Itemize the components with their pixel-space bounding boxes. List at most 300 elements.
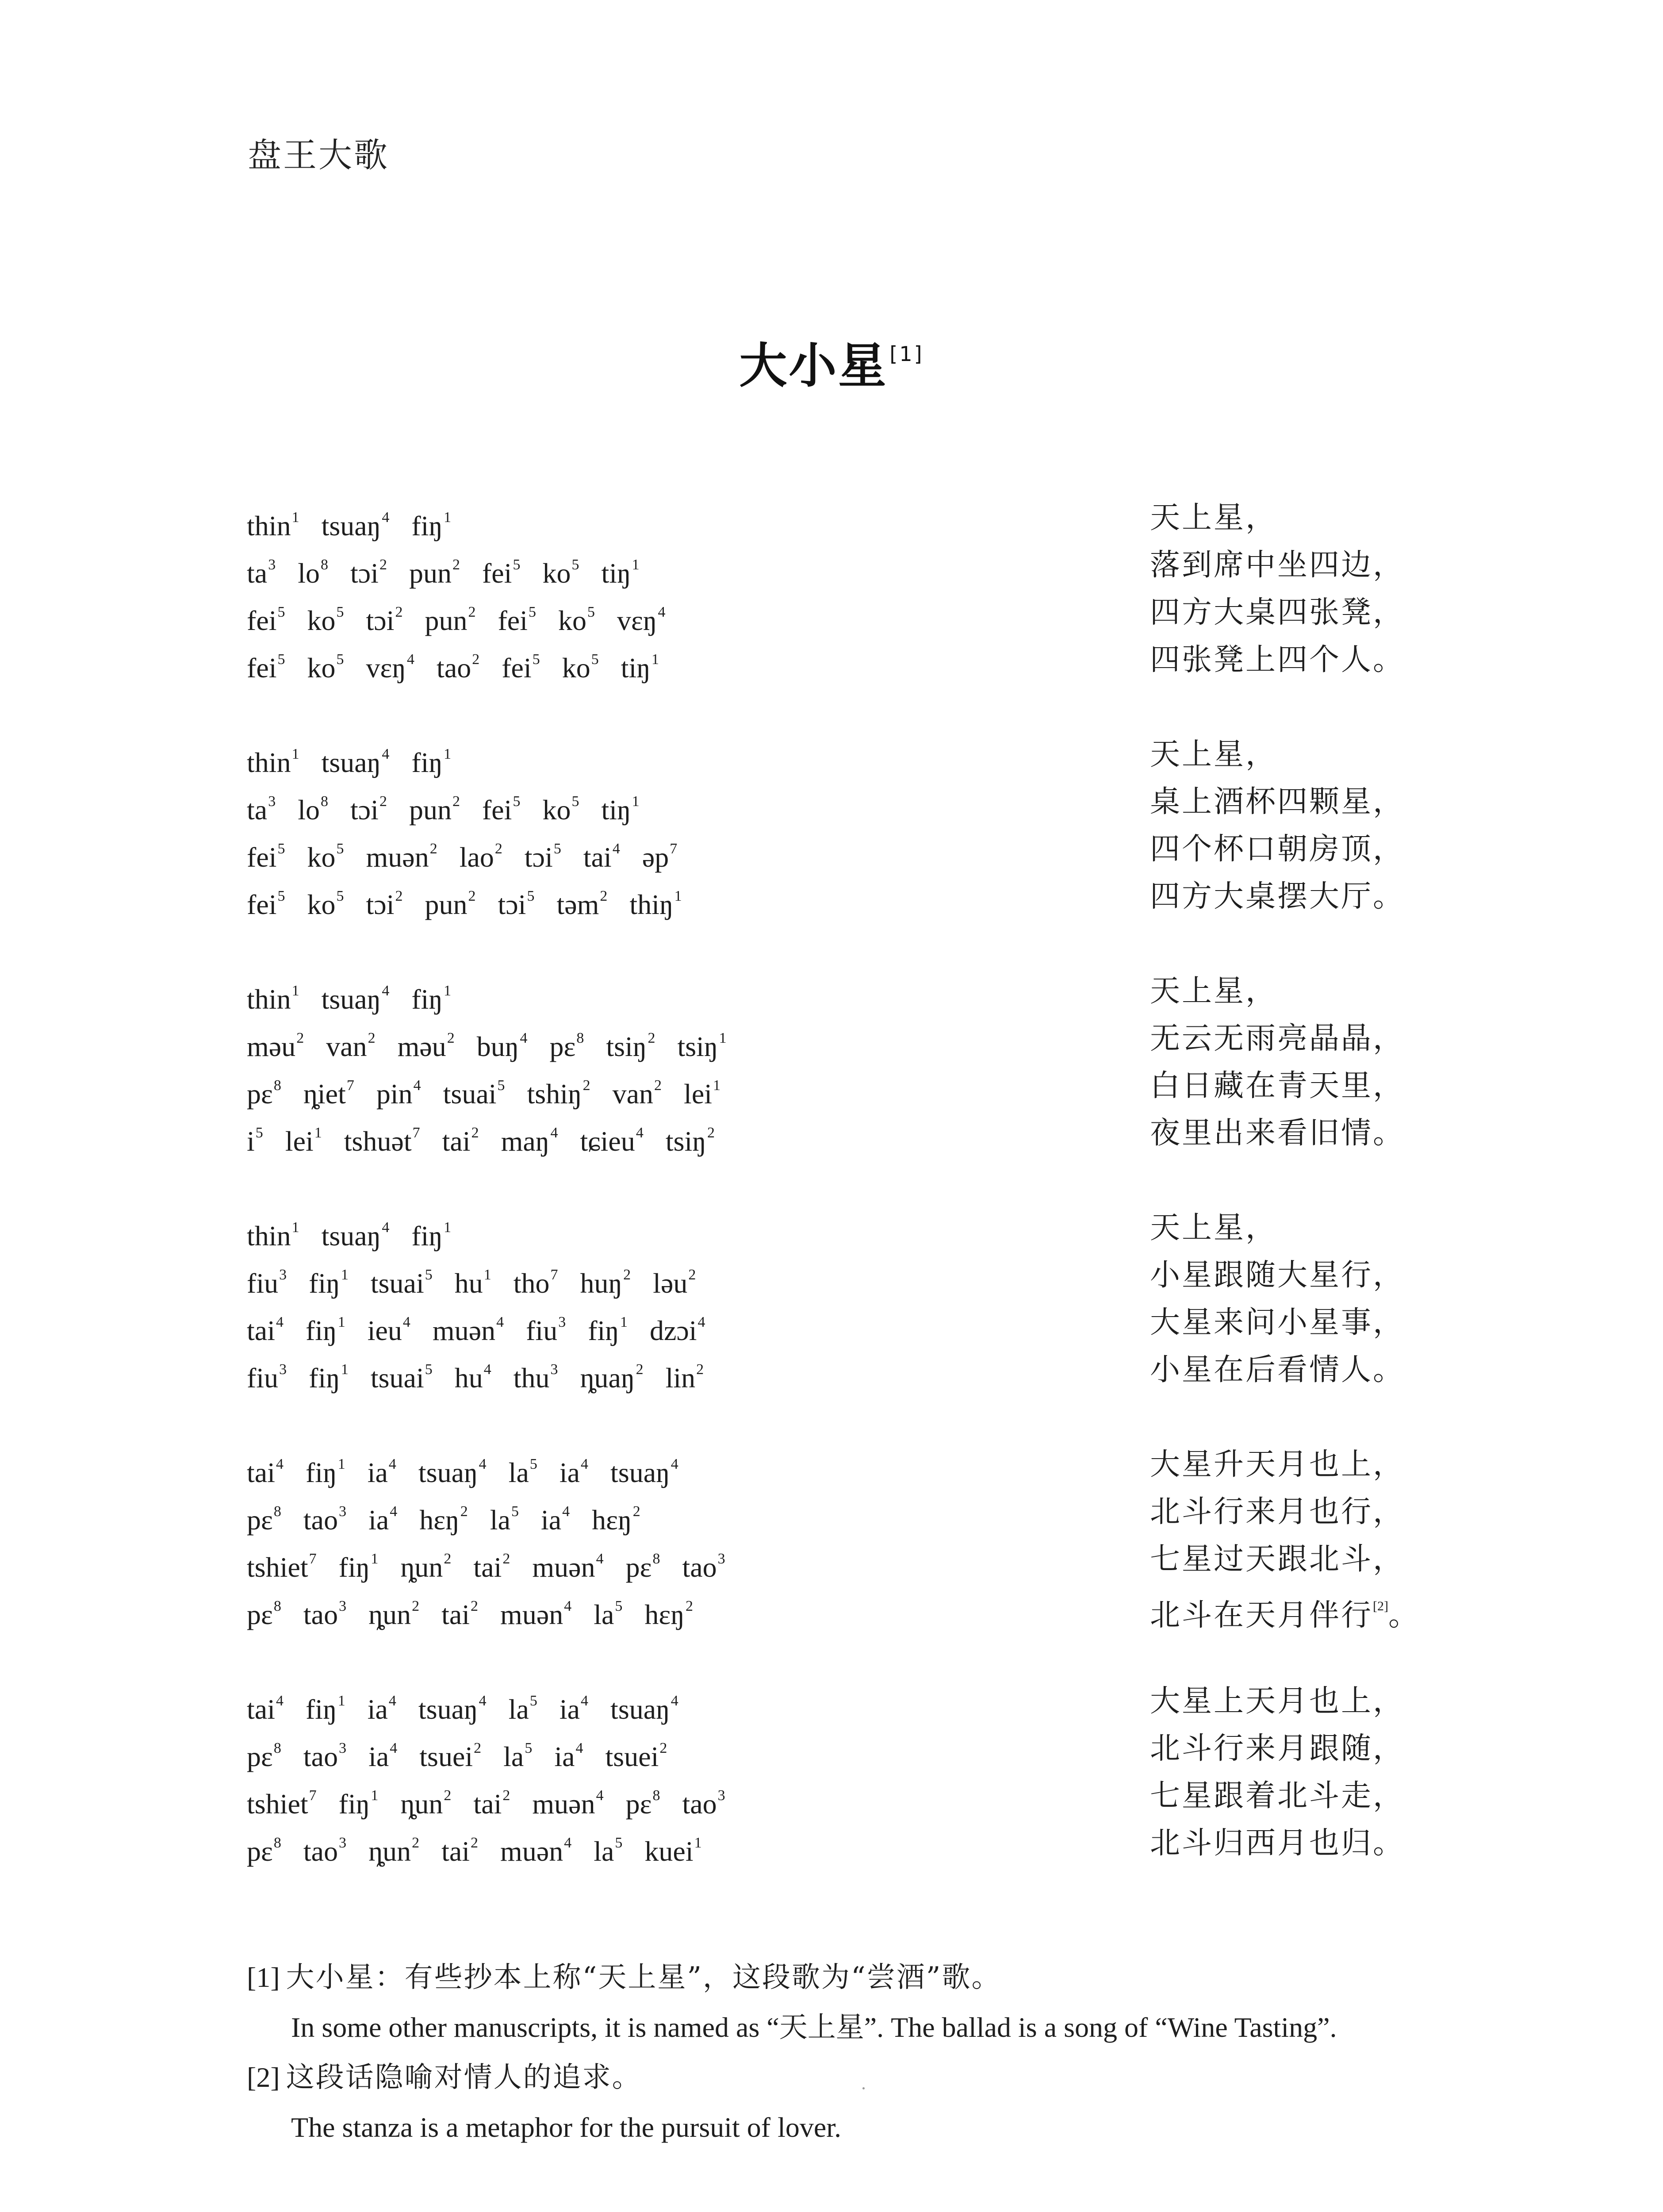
syllable-text: thin [247, 1220, 291, 1252]
tone-number: 2 [447, 1030, 455, 1046]
romanized-line [247, 874, 704, 927]
tone-number: 4 [382, 983, 390, 999]
tone-number: 7 [670, 841, 678, 857]
syllable-text: tshuət [344, 1125, 412, 1157]
syllable [303, 1490, 346, 1542]
tone-number: 5 [513, 557, 521, 573]
tone-number: 2 [474, 1740, 482, 1756]
syllable-text: fiŋ [309, 1362, 340, 1394]
verse-line [0, 732, 1663, 780]
syllable [322, 732, 390, 785]
syllable [682, 1537, 725, 1590]
chinese-line [1150, 1300, 1405, 1344]
romanized-line [247, 1064, 743, 1116]
footnote-en: The stanza is a metaphor for the pursuit of lover. [291, 2112, 842, 2143]
tone-number: 4 [382, 746, 390, 762]
syllable [610, 1442, 678, 1495]
syllable-text: van [612, 1078, 654, 1110]
syllable-text: ieu [367, 1315, 402, 1346]
tone-number: 8 [652, 1551, 660, 1567]
syllable [455, 1253, 491, 1306]
syllable-text: tsuaŋ [321, 510, 381, 541]
syllable-text: ȵun [400, 1551, 443, 1583]
tone-number: 5 [336, 604, 344, 620]
tone-number: 2 [395, 604, 403, 620]
tone-number: 5 [277, 888, 285, 904]
chinese-line [1150, 1442, 1405, 1486]
syllable [247, 1442, 284, 1495]
syllable-text: tshiŋ [527, 1078, 582, 1110]
syllable-text: pɛ [625, 1788, 652, 1820]
chinese-line-text: 四方大桌摆大厅。 [1150, 879, 1405, 913]
syllable-text: təm [556, 889, 599, 920]
syllable [418, 1679, 487, 1732]
tone-number: 3 [339, 1503, 347, 1520]
syllable [653, 1253, 696, 1306]
verse-line [0, 1206, 1663, 1253]
syllable-text: fiŋ [309, 1267, 340, 1299]
syllable [498, 590, 536, 643]
syllable-text: lo [298, 794, 320, 826]
verse-line [0, 1300, 1663, 1348]
syllable [339, 1774, 379, 1826]
chinese-line-text: 无云无雨亮晶晶， [1150, 1022, 1405, 1055]
tone-number: 2 [471, 1835, 479, 1851]
syllable [371, 1253, 433, 1306]
syllable-text: tai [473, 1788, 502, 1820]
verse-line [0, 1442, 1663, 1490]
tone-number: 2 [688, 1267, 696, 1283]
tone-number: 3 [268, 793, 276, 810]
tone-number: 4 [596, 1551, 604, 1567]
syllable [460, 827, 502, 879]
syllable-text: fiŋ [338, 1551, 370, 1583]
tone-number: 8 [576, 1030, 584, 1046]
romanized-line [247, 1016, 749, 1069]
syllable [366, 827, 437, 879]
tone-number: 5 [615, 1598, 623, 1614]
verse-line [0, 1490, 1663, 1537]
syllable [594, 1821, 622, 1874]
syllable-text: vɛŋ [366, 652, 406, 684]
tone-number: 1 [444, 746, 452, 762]
syllable [326, 1016, 375, 1069]
syllable-text: tsuai [370, 1362, 424, 1394]
syllable [376, 1064, 421, 1116]
verse-line [0, 637, 1663, 685]
syllable [285, 1111, 322, 1164]
syllable-text: fiu [526, 1315, 558, 1346]
syllable-text: tai [441, 1599, 470, 1630]
romanized-line [247, 1726, 689, 1779]
syllable [419, 1490, 468, 1542]
romanized-line [247, 1774, 747, 1826]
syllable-text: tsuei [605, 1741, 659, 1772]
syllable-text: tsiŋ [677, 1031, 718, 1062]
romanized-line [247, 1111, 737, 1164]
tone-number: 8 [320, 557, 328, 573]
chinese-line [1150, 1064, 1405, 1108]
verse-line [0, 1774, 1663, 1821]
tone-number: 2 [685, 1598, 693, 1614]
tone-number: 5 [553, 841, 561, 857]
chinese-line-text: 白日藏在青天里， [1150, 1069, 1405, 1102]
tone-number: 1 [371, 1551, 379, 1567]
tone-number: 2 [707, 1125, 715, 1141]
syllable [513, 1253, 558, 1306]
chinese-line-text: 北斗归西月也归。 [1150, 1826, 1405, 1860]
tone-number: 4 [671, 1456, 678, 1472]
syllable [307, 637, 344, 690]
tone-number: 2 [452, 557, 460, 573]
syllable-text: tai [442, 1125, 471, 1157]
syllable [498, 874, 534, 927]
tone-number: 7 [309, 1787, 317, 1804]
syllable [541, 1490, 570, 1542]
verse-line [0, 1348, 1663, 1395]
verse-line [0, 827, 1663, 874]
tone-number: 5 [571, 557, 579, 573]
syllable-text: la [490, 1504, 510, 1536]
syllable [425, 874, 475, 927]
romanized-line [247, 1206, 473, 1258]
syllable-text: tsuaŋ [321, 983, 381, 1015]
syllable-text: ȵiet [303, 1078, 346, 1110]
tone-number: 1 [719, 1030, 727, 1046]
chinese-line-text: 北斗在天月伴行 [1150, 1598, 1373, 1632]
syllable-text: tao [303, 1836, 338, 1867]
tone-number: 3 [558, 1314, 566, 1330]
syllable [605, 1726, 667, 1779]
footnote-zh-text: 大小星：有些抄本上称“天上星”，这段歌为“尝酒”歌。 [286, 1961, 1001, 1994]
footnote-mark: [1] [247, 1962, 280, 1993]
tone-number: 2 [296, 1030, 304, 1046]
romanized-line [247, 732, 473, 785]
syllable-text: ko [558, 605, 586, 636]
syllable-text: fei [247, 841, 277, 873]
syllable-text: lo [298, 557, 320, 589]
syllable-text: pɛ [247, 1504, 273, 1536]
verse-line [0, 1111, 1663, 1158]
footnote-ref-mark: [2] [1373, 1599, 1388, 1613]
chinese-line-text: 大星升天月也上， [1150, 1448, 1405, 1481]
syllable [322, 969, 390, 1022]
syllable-text: ȵuaŋ [580, 1362, 635, 1394]
tone-number: 5 [532, 651, 540, 668]
chinese-line [1150, 1774, 1405, 1818]
syllable-text: fiŋ [305, 1315, 337, 1346]
syllable [503, 1726, 532, 1779]
syllable [682, 1774, 725, 1826]
syllable [583, 827, 620, 879]
tone-number: 4 [596, 1787, 604, 1804]
syllable [247, 495, 299, 548]
syllable-text: tho [513, 1267, 550, 1299]
chinese-line [1150, 1726, 1405, 1770]
verse-line [0, 874, 1663, 922]
syllable-text: lei [684, 1078, 712, 1110]
tone-number: 2 [395, 888, 403, 904]
tone-number: 1 [291, 1219, 299, 1236]
tone-number: 2 [444, 1551, 452, 1567]
syllable-text: ko [542, 557, 571, 589]
tone-number: 4 [658, 604, 666, 620]
tone-number: 2 [502, 1551, 510, 1567]
verse-line [0, 543, 1663, 590]
tone-number: 3 [339, 1598, 347, 1614]
syllable-text: tsiŋ [606, 1031, 647, 1062]
chinese-line [1150, 1206, 1277, 1250]
syllable [411, 495, 451, 548]
syllable-text: tɔi [366, 605, 395, 636]
syllable-text: tai [583, 841, 612, 873]
syllable [247, 780, 276, 832]
syllable-text: ia [367, 1694, 388, 1725]
syllable [443, 1064, 505, 1116]
chinese-line [1150, 543, 1405, 587]
chinese-line [1150, 780, 1405, 824]
syllable-text: tsuai [443, 1078, 497, 1110]
syllable [580, 1253, 631, 1306]
syllable-text: muən [366, 841, 429, 873]
verse-line [0, 780, 1663, 827]
syllable-text: fiŋ [305, 1457, 337, 1488]
tone-number: 5 [425, 1361, 433, 1378]
syllable-text: thin [247, 510, 291, 541]
syllable-text: tao [303, 1599, 338, 1630]
syllable-text: muən [500, 1836, 563, 1867]
syllable-text: pɛ [549, 1031, 576, 1062]
syllable-text: pun [425, 605, 467, 636]
syllable-text: fei [502, 652, 532, 684]
tone-number: 5 [513, 793, 521, 810]
footnotes [247, 1953, 1485, 2153]
syllable-text: tshiet [247, 1551, 308, 1583]
syllable [425, 590, 475, 643]
romanized-line [247, 1442, 701, 1495]
syllable-text: tsuaŋ [418, 1694, 478, 1725]
tone-number: 1 [674, 888, 682, 904]
tone-number: 4 [276, 1693, 284, 1709]
romanized-line [247, 1253, 718, 1306]
chinese-line-text: 桌上酒杯四颗星， [1150, 785, 1405, 818]
stanza [0, 1206, 1663, 1395]
chinese-line-text: 天上星， [1150, 501, 1278, 534]
syllable [303, 1726, 346, 1779]
syllable [247, 1064, 281, 1116]
romanized-line [247, 1679, 701, 1732]
syllable-text: tai [441, 1836, 470, 1867]
syllable-text: pun [425, 889, 467, 920]
syllable [411, 732, 451, 785]
syllable [502, 637, 540, 690]
syllable [366, 590, 403, 643]
syllable-text: la [594, 1599, 614, 1630]
syllable [247, 969, 299, 1022]
stanza [0, 732, 1663, 922]
syllable-text: fei [247, 605, 277, 636]
footnote-en: In some other manuscripts, it is named as “天上星”. The ballad is a song of “Wine Tasting”. [291, 2012, 1337, 2043]
tone-number: 2 [659, 1740, 667, 1756]
tone-number: 7 [309, 1551, 317, 1567]
romanized-line [247, 1490, 663, 1542]
syllable [644, 1584, 693, 1637]
syllable [556, 874, 607, 927]
syllable [509, 1442, 537, 1495]
syllable-text: tsuaŋ [321, 747, 381, 778]
syllable [400, 1774, 451, 1826]
tone-number: 5 [587, 604, 595, 620]
syllable [303, 1821, 346, 1874]
chinese-line-text: 大星来问小星事， [1150, 1306, 1405, 1339]
chinese-line [1150, 969, 1277, 1013]
syllable [666, 1348, 704, 1400]
syllable-text: fiŋ [338, 1788, 370, 1820]
tone-number: 3 [279, 1267, 287, 1283]
tone-number: 5 [277, 841, 285, 857]
chinese-line-text: 七星跟着北斗走， [1150, 1779, 1405, 1813]
syllable [247, 1348, 287, 1400]
syllable [559, 1679, 588, 1732]
chinese-line [1150, 1679, 1405, 1723]
tone-number: 2 [494, 841, 502, 857]
tone-number: 4 [390, 1503, 398, 1520]
syllable-text: kuei [644, 1836, 694, 1867]
chinese-line-text: 夜里出来看旧情。 [1150, 1116, 1405, 1150]
line-end-punctuation: 。 [1388, 1598, 1421, 1632]
footnote [247, 2053, 1485, 2153]
syllable [247, 1584, 281, 1637]
syllable-text: məu [247, 1031, 296, 1062]
tone-number: 4 [564, 1835, 572, 1851]
tone-number: 2 [429, 841, 437, 857]
syllable [650, 1300, 705, 1353]
syllable [322, 1206, 390, 1258]
tone-number: 4 [382, 1219, 390, 1236]
syllable-text: buŋ [476, 1031, 519, 1062]
syllable-text: pun [409, 794, 452, 826]
tone-number: 2 [636, 1361, 644, 1378]
syllable [592, 1490, 640, 1542]
tone-number: 3 [717, 1787, 725, 1804]
tone-number: 1 [314, 1125, 322, 1141]
chinese-line [1150, 1821, 1405, 1865]
tone-number: 7 [412, 1125, 420, 1141]
syllable-text: ko [307, 652, 336, 684]
chinese-line [1150, 1537, 1405, 1581]
tone-number: 4 [479, 1456, 487, 1472]
tone-number: 4 [413, 1077, 421, 1094]
syllable-text: fei [247, 652, 277, 684]
syllable [298, 543, 328, 595]
romanized-line [247, 495, 473, 548]
syllable-text: ia [559, 1457, 580, 1488]
syllable-text: ko [562, 652, 590, 684]
syllable [247, 1206, 299, 1258]
tone-number: 5 [527, 888, 535, 904]
syllable [629, 874, 682, 927]
syllable-text: əp [642, 841, 669, 873]
syllable-text: pɛ [247, 1836, 273, 1867]
syllable-text: lin [665, 1362, 696, 1394]
tone-number: 8 [273, 1835, 281, 1851]
syllable-text: tao [437, 652, 471, 684]
syllable-text: tshiet [247, 1788, 308, 1820]
syllable [247, 1016, 304, 1069]
syllable-text: ia [554, 1741, 575, 1772]
syllable [558, 590, 595, 643]
syllable [441, 1584, 478, 1637]
tone-number: 2 [654, 1077, 662, 1094]
syllable [532, 1537, 603, 1590]
syllable-text: tiŋ [601, 794, 631, 826]
syllable [247, 543, 276, 595]
tone-number: 5 [615, 1835, 623, 1851]
syllable-text: ia [368, 1504, 389, 1536]
syllable [298, 780, 328, 832]
syllable-text: fiu [247, 1362, 279, 1394]
tone-number: 2 [632, 1503, 640, 1520]
tone-number: 7 [550, 1267, 558, 1283]
tone-number: 4 [402, 1314, 410, 1330]
tone-number: 3 [279, 1361, 287, 1378]
syllable-text: fiŋ [411, 983, 443, 1015]
syllable-text: tɔi [524, 841, 553, 873]
syllable-text: tiŋ [601, 557, 631, 589]
syllable [613, 1064, 662, 1116]
syllable-text: ləu [653, 1267, 688, 1299]
tone-number: 5 [529, 1693, 537, 1709]
tone-number: 4 [496, 1314, 504, 1330]
syllable-text: tsuaŋ [321, 1220, 381, 1252]
chinese-line-text: 四个杯口朝房顶， [1150, 832, 1405, 866]
tone-number: 5 [336, 888, 344, 904]
chinese-line-text: 四张凳上四个人。 [1150, 643, 1405, 676]
chinese-line-text: 天上星， [1150, 974, 1278, 1008]
tone-number: 4 [697, 1314, 705, 1330]
chinese-line [1150, 1348, 1405, 1392]
chinese-line [1150, 732, 1277, 776]
tone-number: 4 [382, 509, 390, 526]
syllable [322, 495, 390, 548]
verse-line [0, 495, 1663, 543]
tone-number: 3 [550, 1361, 558, 1378]
syllable [368, 1300, 410, 1353]
syllable [684, 1064, 720, 1116]
romanized-line [247, 1300, 728, 1353]
syllable-text: məu [397, 1031, 446, 1062]
syllable-text: fiŋ [411, 747, 443, 778]
syllable [247, 1300, 284, 1353]
syllable [626, 1774, 660, 1826]
syllable-text: tao [303, 1504, 338, 1536]
syllable-text: tsuaŋ [418, 1457, 478, 1488]
syllable-text: fei [482, 794, 512, 826]
syllable [477, 1016, 528, 1069]
syllable-text: la [503, 1741, 524, 1772]
syllable-text: vɛŋ [617, 605, 657, 636]
syllable-text: ia [559, 1694, 580, 1725]
syllable [366, 637, 415, 690]
syllable-text: van [326, 1031, 367, 1062]
syllable-text: pun [409, 557, 452, 589]
romanized-line [247, 1348, 726, 1400]
syllable-text: pɛ [247, 1078, 273, 1110]
syllable [306, 1300, 345, 1353]
tone-number: 5 [528, 604, 536, 620]
syllable-text: maŋ [501, 1125, 550, 1157]
syllable-text: ia [540, 1504, 562, 1536]
